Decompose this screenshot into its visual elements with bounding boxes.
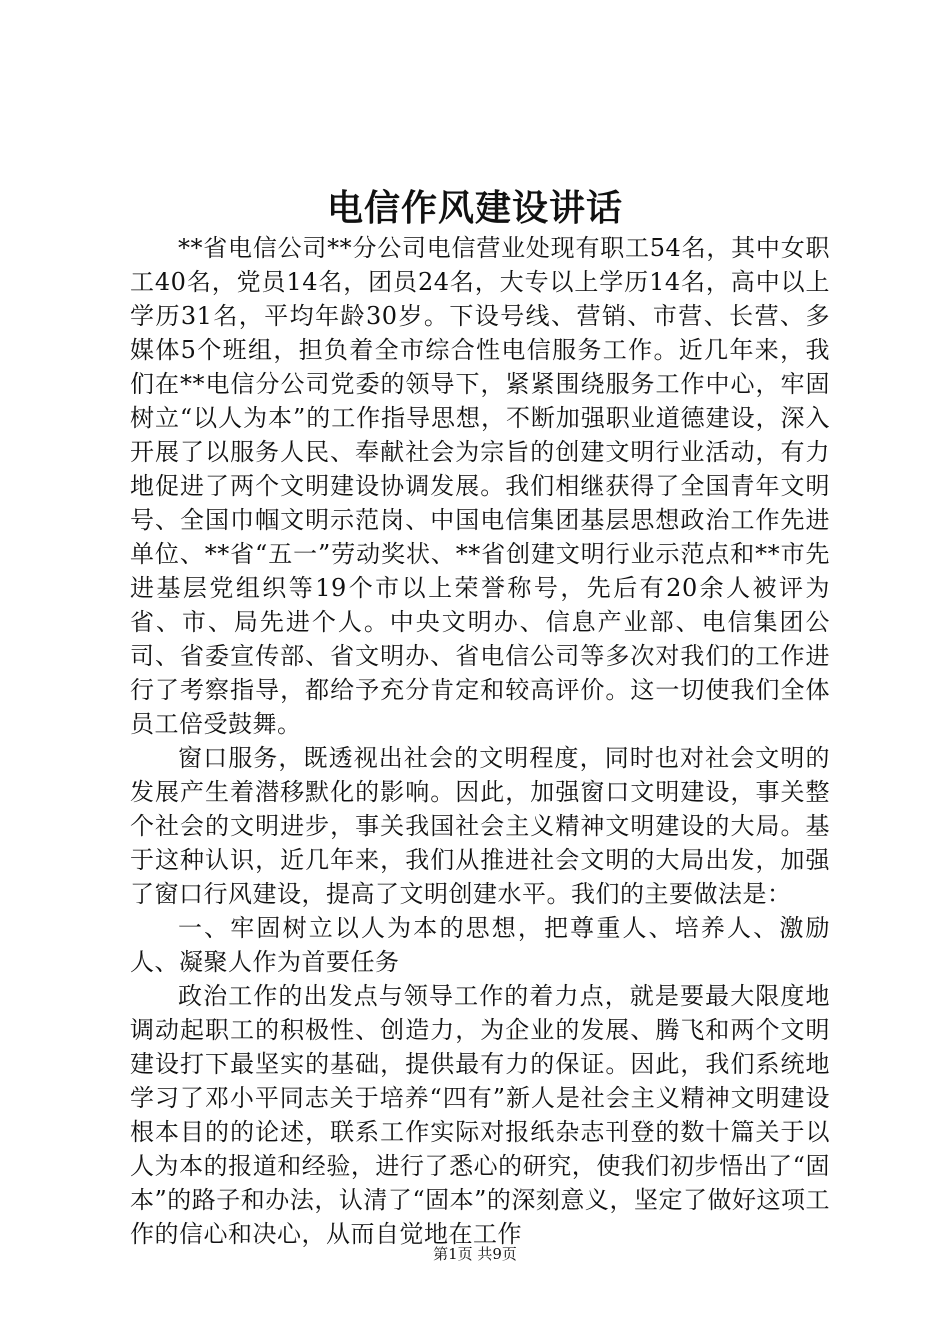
paragraph-window-service: 窗口服务，既透视出社会的文明程度，同时也对社会文明的发展产生着潜移默化的影响。因此，加强窗口文明建设，事关整个社会的文明进步，事关我国社会主义精神文明建设的大局。基于这种认识，近几年来，我们从推进社会文明的大局出发，加强了窗口行风建设，提高了文明创建水平。我们的主要做法是： xyxy=(130,744,830,908)
document-title: 电信作风建设讲话 xyxy=(326,187,623,229)
document-body xyxy=(130,231,830,1251)
paragraph-political-work: 政治工作的出发点与领导工作的着力点，就是要最大限度地调动起职工的积极性、创造力，为企业的发展、腾飞和两个文明建设打下最坚实的基础，提供最有力的保证。因此，我们系统地学习了邓小平同志关于培养“四有”新人是社会主义精神文明建设根本目的的论述，联系工作实际对报纸杂志刊登的数十篇关于以人为本的报道和经验，进行了悉心的研究，使我们初步悟出了“固本”的路子和办法，认清了“固本”的深刻意义，坚定了做好这项工作的信心和决心，从而自觉地在工作 xyxy=(130,982,830,1248)
page-footer: 第1页 共9页 xyxy=(433,1245,517,1263)
paragraph-intro: **省电信公司**分公司电信营业处现有职工54名，其中女职工40名，党员14名，团员24名，大专以上学历14名，高中以上学历31名，平均年龄30岁。下设号线、营销、市营、长营、多媒体5个班组，担负着全市综合性电信服务工作。近几年来，我们在**电信分公司党委的领导下，紧紧围绕服务工作中心，牢固树立“以人为本”的工作指导思想，不断加强职业道德建设，深入开展了以服务人民、奉献社会为宗旨的创建文明行业活动，有力地促进了两个文明建设协调发展。我们相继获得了全国青年文明号、全国巾帼文明示范岗、中国电信集团基层思想政治工作先进单位、**省“五一”劳动奖状、**省创建文明行业示范点和**市先进基层党组织等19个市以上荣誉称号，先后有20余人被评为省、市、局先进个人。中央文明办、信息产业部、电信集团公司、省委宣传部、省文明办、省电信公司等多次对我们的工作进行了考察指导，都给予充分肯定和较高评价。这一切使我们全体员工倍受鼓舞。 xyxy=(130,234,830,738)
section-heading-1: 一、牢固树立以人为本的思想，把尊重人、培养人、激励人、凝聚人作为首要任务 xyxy=(130,914,830,976)
